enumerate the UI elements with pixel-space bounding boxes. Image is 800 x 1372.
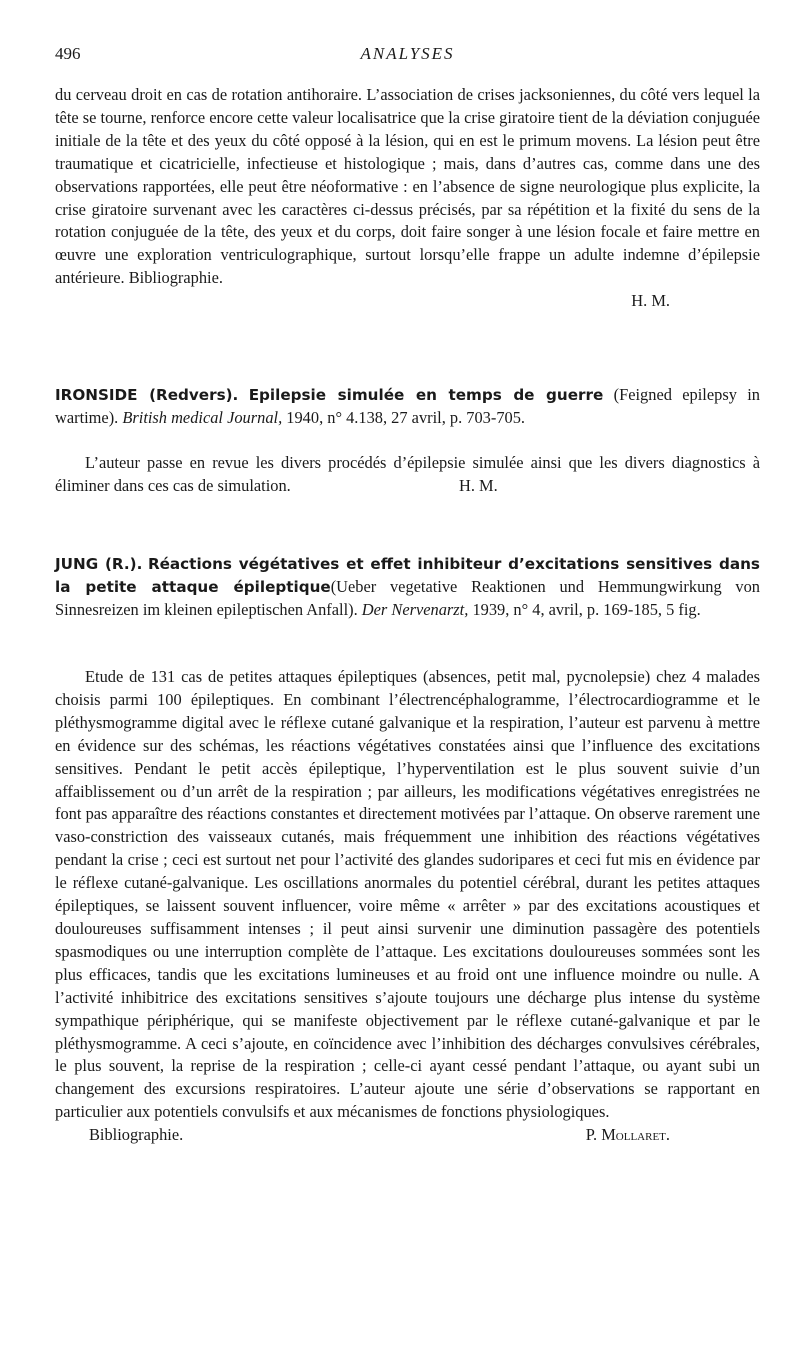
running-title: ANALYSES xyxy=(360,44,455,63)
continued-review xyxy=(55,84,760,313)
review1-reference xyxy=(55,384,760,430)
review1-original-title: (Feigned epilepsy in wartime). xyxy=(55,385,760,427)
review2-citation: 1939, n° 4, avril, p. 169-185, 5 fig. xyxy=(472,599,701,619)
review2-reference xyxy=(55,553,760,622)
page-number: 496 xyxy=(55,44,81,63)
review2-author: JUNG (R.). xyxy=(55,555,143,573)
review2-text: Etude de 131 cas de petites attaques épileptiques (absences, petit mal, pycnolepsie) chez 4 malades choisis parmi 100 épileptiques. En combinant l’électrencéphalogramme, l’électrocardiogramme et le pléthysmogramme digital avec le réflexe cutané galvanique et la respiration, l’auteur est parvenu à mettre en évidence sur des schémas, les réactions végétatives constatées ainsi que l’influence des excitations sensitives. Pendant le petit accès épileptique, l’hyperventilation est le plus souvent suivie d’un affaiblissement ou d’un arrêt de la respiration ; par ailleurs, les modifications végétatives enregistrées ne font pas apparaître des réactions constantes et directement motivées par l’attaque. On observe rarement une vaso-constriction des vaisseaux cutanés, mais fréquemment une inhibition des réactions végétatives pendant la crise ; ceci est surtout net pour l’activité des glandes sudoripares et ceci fut mis en évidence par le réflexe cutané-galvanique. Les oscillations anormales du potentiel cérébral, durant les petites attaques épileptiques, se laissent souvent influencer, voire même « arrêter » par des excitations acoustiques et douloureuses suffisamment intenses ; il peut ainsi survenir une diminution passagère des potentiels spasmodiques ou une interruption complète de l’attaque. Les excitations douloureuses sommées sont les plus efficaces, tandis que les excitations lumineuses et au froid ont une influence moindre ou nulle. A l’activité inhibitrice des excitations sensitives s’ajoute toujours une décharge plus intense du système sympathique périphérique, qui se manifeste objectivement par le réflexe cutané-galvanique et par le pléthysmogramme. A ceci s’ajoute, en coïncidence avec l’inhibition des décharges convulsives cérébrales, le plus souvent, la reprise de la respiration ; celle-ci ayant cessé pendant l’attaque, ou ayant subi un changement des excursions respiratoires. L’auteur ajoute une série d’observations se rapportant en particulier aux potentiels convulsifs et aux mécanismes de fonctions physiologiques. xyxy=(55,667,760,1122)
review1-body xyxy=(55,452,760,498)
review2-journal: Der Nervenarzt, xyxy=(361,599,469,619)
review1-journal: British medical Journal, xyxy=(122,407,283,427)
review1-author: IRONSIDE (Redvers). xyxy=(55,386,239,404)
review1-citation: 1940, n° 4.138, 27 avril, p. 703-705. xyxy=(286,407,526,427)
review2-bibliography-label: Bibliographie. xyxy=(89,1125,184,1145)
review2-body xyxy=(55,666,760,1147)
page-header xyxy=(55,44,760,70)
review2-original-title: (Ueber vegetative Reaktionen und Hemmungwirkung von Sinnesreizen im kleinen epileptischen Anfall). xyxy=(55,576,760,619)
continued-review-text: du cerveau droit en cas de rotation antihoraire. L’association de crises jacksoniennes, du côté vers lequel la tête se tourne, renforce encore cette valeur localisatrice que la crise giratoire tient de la déviation conjuguée initiale de la tête et des yeux du côté opposé à la lésion, qui en est le primum movens. La lésion peut être traumatique et cicatricielle, infectieuse et histologique ; mais, dans d’autres cas, comme dans une des observations rapportées, elle peut être néoformative : en l’absence de signe neurologique plus explicite, la crise giratoire survenant avec les caractères ci-dessus précisés, par sa répétition et la fixité du sens de la rotation conjuguée de la tête, des yeux et du corps, doit faire songer à une lésion focale et faire mettre en œuvre une exploration ventriculographique, surtout lorsqu’elle frappe un adulte indemne d’épilepsie antérieure. Bibliographie. xyxy=(55,85,760,288)
review2-signature: P. Mollaret. xyxy=(585,1125,670,1145)
review1-signature: H. M. xyxy=(459,475,498,495)
continued-review-signature: H. M. xyxy=(631,291,670,311)
review2-title: Réactions végétatives et effet inhibiteur d’excitations sensitives dans la petite attaque épileptique xyxy=(55,555,760,596)
review1-text: L’auteur passe en revue les divers procédés d’épilepsie simulée ainsi que les divers diagnostics à éliminer dans ces cas de simulation. xyxy=(55,453,760,495)
review1-title: Epilepsie simulée en temps de guerre xyxy=(248,386,604,404)
